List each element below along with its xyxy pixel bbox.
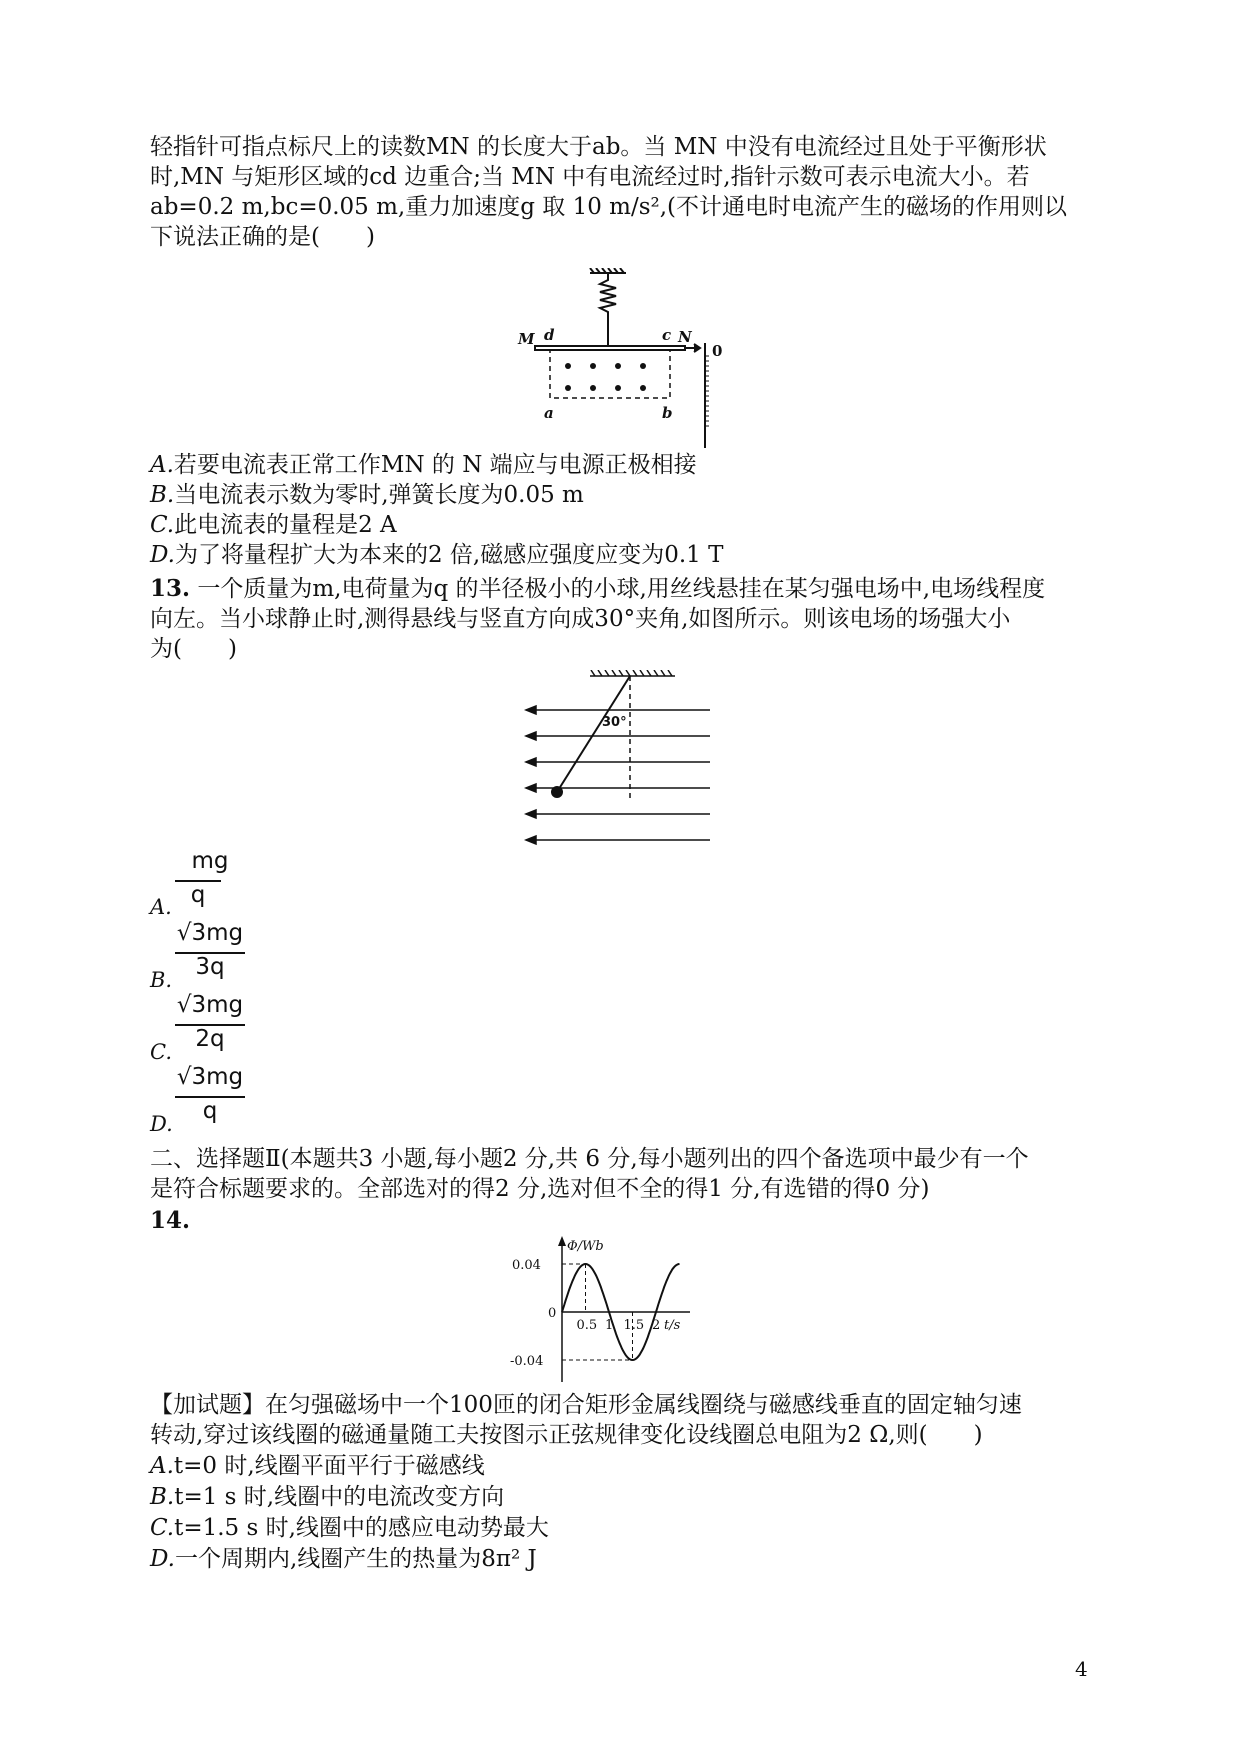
x-axis-label: t/s xyxy=(664,1318,681,1333)
q14-line-1: 【加试题】在匀强磁场中一个100匝的闭合矩形金属线圈绕与磁感线垂直的固定轴匀速 xyxy=(150,1392,1022,1418)
figure-pendulum-field xyxy=(520,670,720,855)
x-tick-label: 1 xyxy=(605,1318,614,1333)
flux-chart xyxy=(510,1232,750,1387)
label-d: d xyxy=(544,326,555,344)
q14-option-c[interactable]: C.t=1.5 s 时,线圈中的感应电动势最大 xyxy=(150,1515,549,1541)
figure-current-balance xyxy=(510,268,730,448)
q14-line-2: 转动,穿过该线圈的磁通量随工夫按图示正弦规律变化设线圈总电阻为2 Ω,则( ) xyxy=(150,1422,983,1448)
thread xyxy=(557,676,630,792)
x-tick-label: 0.5 xyxy=(576,1318,598,1333)
intro-line-4: 下说法正确的是( ) xyxy=(150,224,375,250)
x-tick-label: 2 xyxy=(652,1318,661,1333)
intro-line-2: 时,MN 与矩形区域的cd 边重合;当 MN 中有电流经过时,指针示数可表示电流大小。若 xyxy=(150,164,1030,190)
label-b: b xyxy=(662,404,673,422)
q12-option-c[interactable]: C.此电流表的量程是2 A xyxy=(150,512,397,538)
x-tick-label: 0 xyxy=(548,1306,557,1321)
label-m: M xyxy=(518,330,535,348)
q14-number: 14. xyxy=(150,1207,191,1234)
label-n: N xyxy=(678,328,692,346)
q14-option-d[interactable]: D.一个周期内,线圈产生的热量为8π² J xyxy=(150,1546,537,1572)
y-tick-label: 0.04 xyxy=(512,1258,541,1273)
label-a: a xyxy=(544,404,554,422)
intro-line-1: 轻指针可指点标尺上的读数MN 的长度大于ab。当 MN 中没有电流经过且处于平衡形状 xyxy=(150,134,1047,160)
y-tick-label: -0.04 xyxy=(510,1354,544,1369)
q12-option-d[interactable]: D.为了将量程扩大为本来的2 倍,磁感应强度应变为0.1 T xyxy=(150,542,724,568)
q13-line-3: 为( ) xyxy=(150,636,237,662)
y-axis-label: Φ/Wb xyxy=(567,1239,604,1254)
label-c: c xyxy=(662,326,672,344)
section2-line-1: 二、选择题Ⅱ(本题共3 小题,每小题2 分,共 6 分,每小题列出的四个备选项中最少有一个 xyxy=(150,1146,1029,1172)
q13-option-c-label: C. xyxy=(150,1040,172,1064)
y-axis-arrow xyxy=(558,1236,566,1246)
label-zero: 0 xyxy=(712,342,723,360)
q13-option-a-label: A. xyxy=(150,895,172,919)
q13-option-b-label: B. xyxy=(150,968,173,992)
q14-option-a[interactable]: A.t=0 时,线圈平面平行于磁感线 xyxy=(150,1453,485,1479)
q12-option-b[interactable]: B.当电流表示数为零时,弹簧长度为0.05 m xyxy=(150,482,584,508)
section2-line-2: 是符合标题要求的。全部选对的得2 分,选对但不全的得1 分,有选错的得0 分) xyxy=(150,1176,930,1202)
angle-label: 30° xyxy=(602,715,627,730)
intro-line-3: ab=0.2 m,bc=0.05 m,重力加速度g 取 10 m/s²,(不计通电时电流产生的磁场的作用则以 xyxy=(150,194,1068,220)
q13-line-1: 13. 一个质量为m,电荷量为q 的半径极小的小球,用丝线悬挂在某匀强电场中,电场线程度 xyxy=(150,575,1046,602)
spring xyxy=(600,273,616,346)
x-tick-label: 1.5 xyxy=(623,1318,645,1333)
q13-option-d-label: D. xyxy=(150,1112,173,1136)
q14-option-b[interactable]: B.t=1 s 时,线圈中的电流改变方向 xyxy=(150,1484,505,1510)
ball xyxy=(551,786,563,798)
q12-option-a[interactable]: A.若要电流表正常工作MN 的 N 端应与电源正极相接 xyxy=(150,452,697,478)
page-number: 4 xyxy=(1075,1657,1088,1681)
q13-line-2: 向左。当小球静止时,测得悬线与竖直方向成30°夹角,如图所示。则该电场的场强大小 xyxy=(150,606,1011,632)
q13-number: 13. xyxy=(150,575,191,602)
